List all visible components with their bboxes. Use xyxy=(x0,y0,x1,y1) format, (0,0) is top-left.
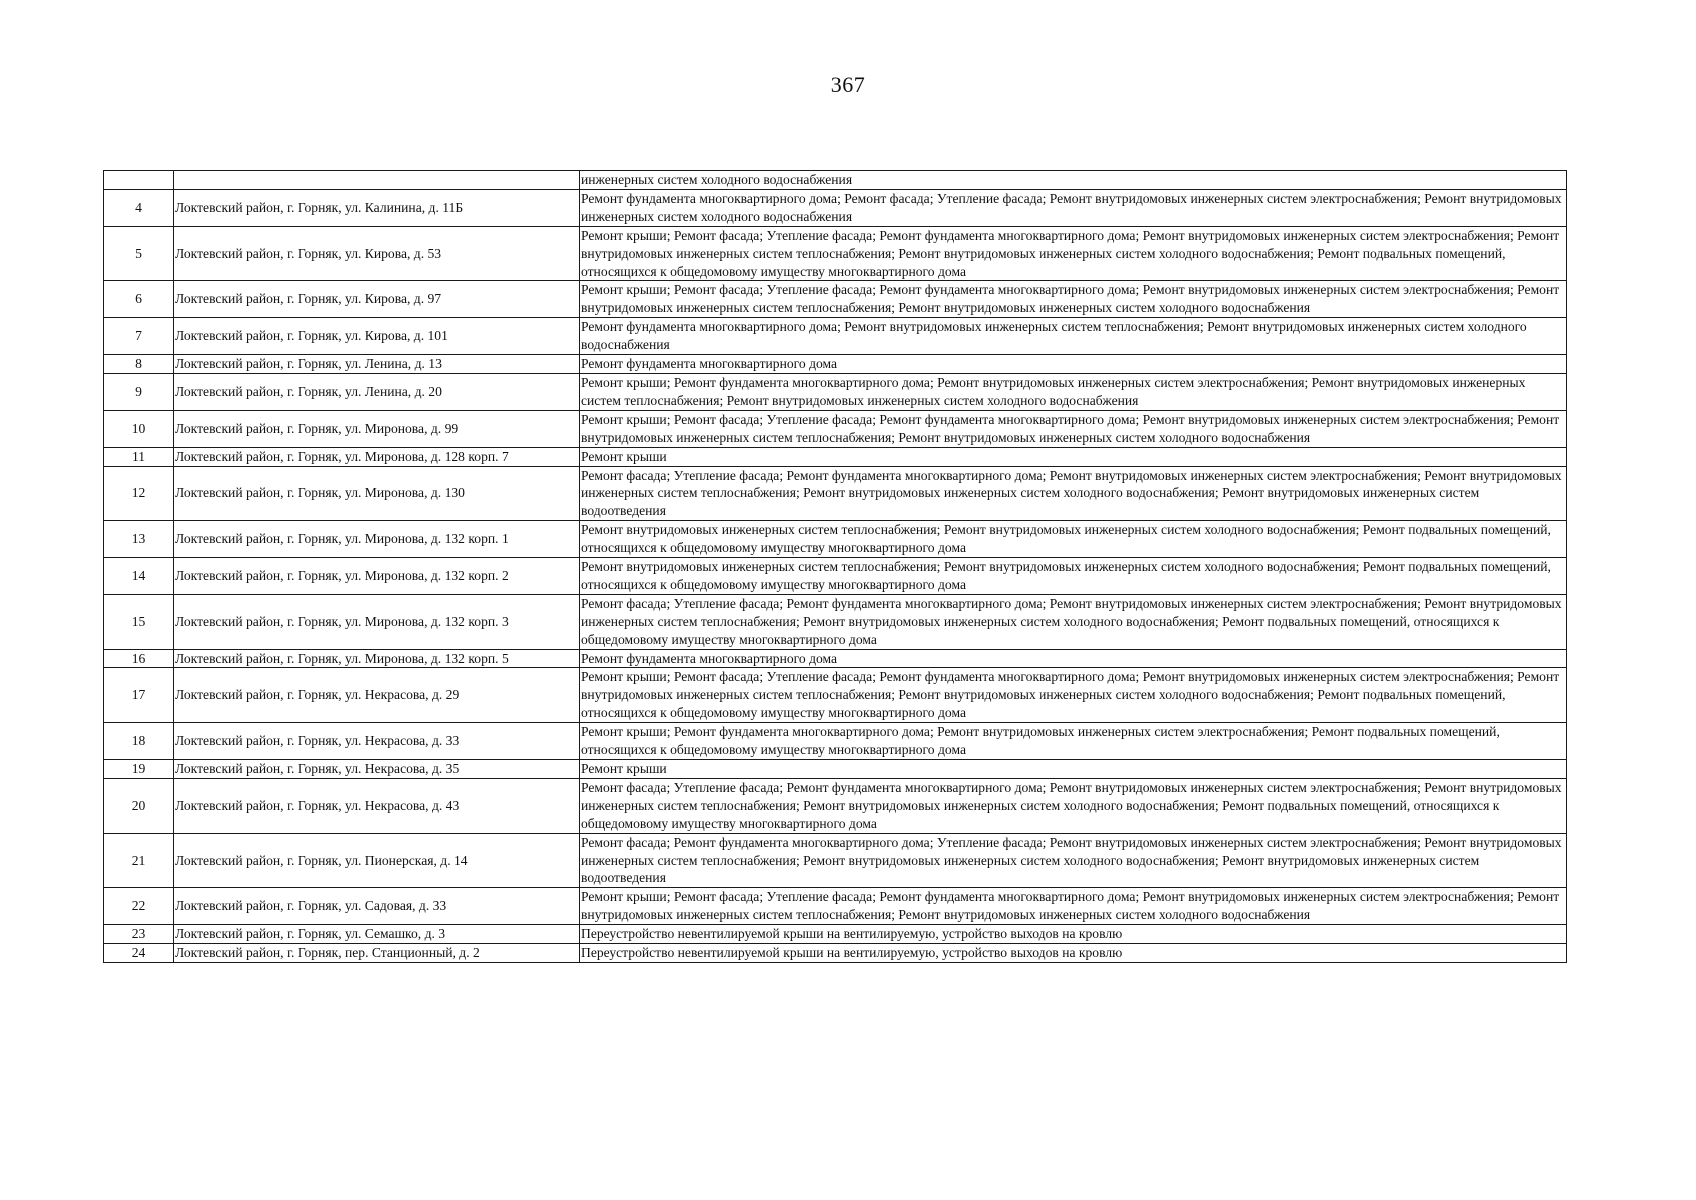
table-row xyxy=(104,447,1567,466)
row-number: 24 xyxy=(104,944,174,963)
row-number: 13 xyxy=(104,521,174,558)
table-row xyxy=(104,410,1567,447)
address-cell: Локтевский район, г. Горняк, ул. Ленина, д. 20 xyxy=(174,373,580,410)
address-cell: Локтевский район, г. Горняк, ул. Кирова, д. 97 xyxy=(174,281,580,318)
table-row xyxy=(104,944,1567,963)
address-cell: Локтевский район, г. Горняк, ул. Миронова, д. 130 xyxy=(174,466,580,521)
address-cell: Локтевский район, г. Горняк, ул. Кирова, д. 53 xyxy=(174,226,580,281)
table-row xyxy=(104,558,1567,595)
address-cell: Локтевский район, г. Горняк, ул. Миронова, д. 128 корп. 7 xyxy=(174,447,580,466)
table-row xyxy=(104,318,1567,355)
works-cell: Ремонт крыши; Ремонт фундамента многоквартирного дома; Ремонт внутридомовых инженерных систем электроснабжения; Ремонт внутридомовых инженерных систем теплоснабжения; Ремонт внутридомовых инженерных систем холодного водоснабжения xyxy=(580,373,1567,410)
row-number: 19 xyxy=(104,760,174,779)
table-row xyxy=(104,888,1567,925)
works-cell: Ремонт крыши; Ремонт фасада; Утепление фасада; Ремонт фундамента многоквартирного дома; Ремонт внутридомовых инженерных систем электроснабжения; Ремонт внутридомовых инженерных систем теплоснабжения; Ремонт внутридомовых инженерных систем холодного водоснабжения xyxy=(580,410,1567,447)
works-cell: Переустройство невентилируемой крыши на вентилируемую, устройство выходов на кровлю xyxy=(580,925,1567,944)
address-cell: Локтевский район, г. Горняк, ул. Пионерская, д. 14 xyxy=(174,833,580,888)
works-cell: Ремонт фундамента многоквартирного дома; Ремонт фасада; Утепление фасада; Ремонт внутридомовых инженерных систем электроснабжения; Ремонт внутридомовых инженерных систем холодного водоснабжения xyxy=(580,189,1567,226)
works-cell: инженерных систем холодного водоснабжения xyxy=(580,171,1567,190)
row-number: 14 xyxy=(104,558,174,595)
works-cell: Ремонт крыши; Ремонт фасада; Утепление фасада; Ремонт фундамента многоквартирного дома; Ремонт внутридомовых инженерных систем электроснабжения; Ремонт внутридомовых инженерных систем теплоснабжения; Ремонт внутридомовых инженерных систем холодного водоснабжения; Ремонт подвальных помещений, относящихся к общедомовому имуществу многоквартирного дома xyxy=(580,226,1567,281)
address-cell: Локтевский район, г. Горняк, ул. Миронова, д. 132 корп. 3 xyxy=(174,594,580,649)
table-row xyxy=(104,189,1567,226)
address-cell: Локтевский район, г. Горняк, ул. Миронова, д. 132 корп. 2 xyxy=(174,558,580,595)
address-cell: Локтевский район, г. Горняк, ул. Миронова, д. 132 корп. 5 xyxy=(174,649,580,668)
address-cell: Локтевский район, г. Горняк, ул. Некрасова, д. 29 xyxy=(174,668,580,723)
table-row xyxy=(104,760,1567,779)
works-cell: Ремонт крыши; Ремонт фасада; Утепление фасада; Ремонт фундамента многоквартирного дома; Ремонт внутридомовых инженерных систем электроснабжения; Ремонт внутридомовых инженерных систем теплоснабжения; Ремонт внутридомовых инженерных систем холодного водоснабжения xyxy=(580,281,1567,318)
table-row xyxy=(104,281,1567,318)
address-cell: Локтевский район, г. Горняк, ул. Миронова, д. 99 xyxy=(174,410,580,447)
table-row xyxy=(104,521,1567,558)
row-number xyxy=(104,171,174,190)
address-cell: Локтевский район, г. Горняк, ул. Некрасова, д. 43 xyxy=(174,778,580,833)
row-number: 17 xyxy=(104,668,174,723)
works-cell: Переустройство невентилируемой крыши на вентилируемую, устройство выходов на кровлю xyxy=(580,944,1567,963)
table-row xyxy=(104,594,1567,649)
address-cell: Локтевский район, г. Горняк, ул. Семашко, д. 3 xyxy=(174,925,580,944)
table-row xyxy=(104,723,1567,760)
works-cell: Ремонт внутридомовых инженерных систем теплоснабжения; Ремонт внутридомовых инженерных систем холодного водоснабжения; Ремонт подвальных помещений, относящихся к общедомовому имуществу многоквартирного дома xyxy=(580,521,1567,558)
row-number: 23 xyxy=(104,925,174,944)
works-cell: Ремонт фундамента многоквартирного дома xyxy=(580,649,1567,668)
row-number: 7 xyxy=(104,318,174,355)
address-cell: Локтевский район, г. Горняк, ул. Садовая, д. 33 xyxy=(174,888,580,925)
table-row xyxy=(104,355,1567,374)
row-number: 8 xyxy=(104,355,174,374)
row-number: 16 xyxy=(104,649,174,668)
table-row xyxy=(104,171,1567,190)
address-cell: Локтевский район, г. Горняк, ул. Кирова, д. 101 xyxy=(174,318,580,355)
works-cell: Ремонт крыши; Ремонт фасада; Утепление фасада; Ремонт фундамента многоквартирного дома; Ремонт внутридомовых инженерных систем электроснабжения; Ремонт внутридомовых инженерных систем теплоснабжения; Ремонт внутридомовых инженерных систем холодного водоснабжения; Ремонт подвальных помещений, относящихся к общедомовому имуществу многоквартирного дома xyxy=(580,668,1567,723)
table-row xyxy=(104,226,1567,281)
works-cell: Ремонт внутридомовых инженерных систем теплоснабжения; Ремонт внутридомовых инженерных систем холодного водоснабжения; Ремонт подвальных помещений, относящихся к общедомовому имуществу многоквартирного дома xyxy=(580,558,1567,595)
table-row xyxy=(104,668,1567,723)
address-cell: Локтевский район, г. Горняк, ул. Калинина, д. 11Б xyxy=(174,189,580,226)
works-cell: Ремонт фундамента многоквартирного дома xyxy=(580,355,1567,374)
address-cell: Локтевский район, г. Горняк, ул. Миронова, д. 132 корп. 1 xyxy=(174,521,580,558)
works-cell: Ремонт крыши; Ремонт фасада; Утепление фасада; Ремонт фундамента многоквартирного дома; Ремонт внутридомовых инженерных систем электроснабжения; Ремонт внутридомовых инженерных систем теплоснабжения; Ремонт внутридомовых инженерных систем холодного водоснабжения xyxy=(580,888,1567,925)
row-number: 4 xyxy=(104,189,174,226)
works-cell: Ремонт фасада; Утепление фасада; Ремонт фундамента многоквартирного дома; Ремонт внутридомовых инженерных систем электроснабжения; Ремонт внутридомовых инженерных систем теплоснабжения; Ремонт внутридомовых инженерных систем холодного водоснабжения; Ремонт подвальных помещений, относящихся к общедомовому имуществу многоквартирного дома xyxy=(580,594,1567,649)
row-number: 20 xyxy=(104,778,174,833)
address-cell xyxy=(174,171,580,190)
address-cell: Локтевский район, г. Горняк, ул. Ленина, д. 13 xyxy=(174,355,580,374)
table-row xyxy=(104,466,1567,521)
row-number: 12 xyxy=(104,466,174,521)
row-number: 22 xyxy=(104,888,174,925)
address-cell: Локтевский район, г. Горняк, пер. Станционный, д. 2 xyxy=(174,944,580,963)
works-cell: Ремонт фасада; Утепление фасада; Ремонт фундамента многоквартирного дома; Ремонт внутридомовых инженерных систем электроснабжения; Ремонт внутридомовых инженерных систем теплоснабжения; Ремонт внутридомовых инженерных систем холодного водоснабжения; Ремонт внутридомовых инженерных систем водоотведения xyxy=(580,466,1567,521)
works-cell: Ремонт фасада; Утепление фасада; Ремонт фундамента многоквартирного дома; Ремонт внутридомовых инженерных систем электроснабжения; Ремонт внутридомовых инженерных систем теплоснабжения; Ремонт внутридомовых инженерных систем холодного водоснабжения; Ремонт подвальных помещений, относящихся к общедомовому имуществу многоквартирного дома xyxy=(580,778,1567,833)
address-cell: Локтевский район, г. Горняк, ул. Некрасова, д. 33 xyxy=(174,723,580,760)
repair-works-table xyxy=(103,170,1567,963)
row-number: 9 xyxy=(104,373,174,410)
table-row xyxy=(104,833,1567,888)
works-cell: Ремонт крыши; Ремонт фундамента многоквартирного дома; Ремонт внутридомовых инженерных систем электроснабжения; Ремонт подвальных помещений, относящихся к общедомовому имуществу многоквартирного дома xyxy=(580,723,1567,760)
row-number: 18 xyxy=(104,723,174,760)
row-number: 15 xyxy=(104,594,174,649)
row-number: 21 xyxy=(104,833,174,888)
works-cell: Ремонт фасада; Ремонт фундамента многоквартирного дома; Утепление фасада; Ремонт внутридомовых инженерных систем электроснабжения; Ремонт внутридомовых инженерных систем теплоснабжения; Ремонт внутридомовых инженерных систем холодного водоснабжения; Ремонт внутридомовых инженерных систем водоотведения xyxy=(580,833,1567,888)
works-cell: Ремонт крыши xyxy=(580,760,1567,779)
table-row xyxy=(104,778,1567,833)
works-cell: Ремонт крыши xyxy=(580,447,1567,466)
page-number: 367 xyxy=(830,72,866,97)
row-number: 10 xyxy=(104,410,174,447)
table-row xyxy=(104,373,1567,410)
address-cell: Локтевский район, г. Горняк, ул. Некрасова, д. 35 xyxy=(174,760,580,779)
table-row xyxy=(104,649,1567,668)
row-number: 5 xyxy=(104,226,174,281)
row-number: 11 xyxy=(104,447,174,466)
table-row xyxy=(104,925,1567,944)
works-cell: Ремонт фундамента многоквартирного дома; Ремонт внутридомовых инженерных систем теплоснабжения; Ремонт внутридомовых инженерных систем холодного водоснабжения xyxy=(580,318,1567,355)
row-number: 6 xyxy=(104,281,174,318)
